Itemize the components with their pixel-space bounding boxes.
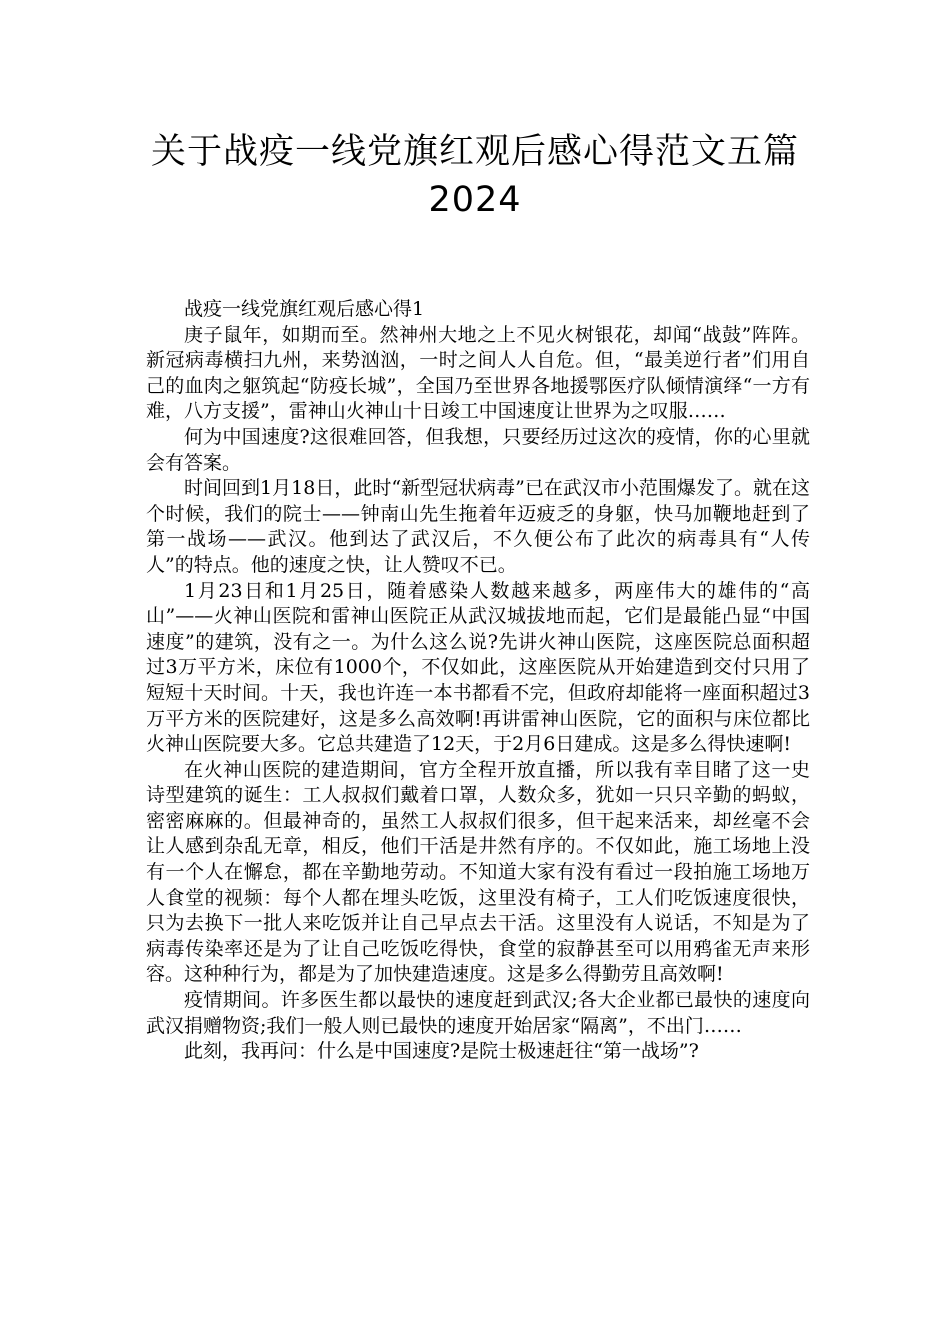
document-body [146, 297, 810, 1065]
body-paragraph: 时间回到1月18日，此时“新型冠状病毒”已在武汉市小范围爆发了。就在这个时候，我们的院士——钟南山先生拖着年迈疲乏的身躯，快马加鞭地赶到了第一战场——武汉。他到达了武汉后，不久便公布了此次的病毒具有“人传人”的特点。他的速度之快，让人赞叹不已。 [146, 477, 810, 576]
body-paragraph: 何为中国速度?这很难回答，但我想，只要经历过这次的疫情，你的心里就会有答案。 [146, 425, 810, 474]
body-paragraph: 此刻，我再问：什么是中国速度?是院士极速赶往“第一战场”? [184, 1040, 699, 1063]
section-heading: 战疫一线党旗红观后感心得1 [184, 298, 425, 320]
body-paragraph: 疫情期间。许多医生都以最快的速度赶到武汉;各大企业都已最快的速度向武汉捐赠物资;我们一般人则已最快的速度开始居家“隔离”，不出门…… [146, 989, 810, 1037]
body-paragraph: 庚子鼠年，如期而至。然神州大地之上不见火树银花，却闻“战鼓”阵阵。新冠病毒横扫九州，来势汹汹，一时之间人人自危。但，“最美逆行者”们用自己的血肉之躯筑起“防疫长城”，全国乃至世界各地援鄂医疗队倾情演绎“一方有难，八方支援”，雷神山火神山十日竣工中国速度让世界为之叹服…… [146, 323, 810, 423]
document-title: 关于战疫一线党旗红观后感心得范文五篇2024 [150, 132, 799, 220]
body-paragraph: 在火神山医院的建造期间，官方全程开放直播，所以我有幸目睹了这一史诗型建筑的诞生：工人叔叔们戴着口罩，人数众多，犹如一只只辛勤的蚂蚁，密密麻麻的。但最神奇的，虽然工人叔叔们很多，但干起来活来，却丝毫不会让人感到杂乱无章，相反，他们干活是井然有序的。不仅如此，施工场地上没有一个人在懈怠，都在辛勤地劳动。不知道大家有没有看过一段拍施工场地万人食堂的视频：每个人都在埋头吃饭，这里没有椅子，工人们吃饭速度很快，只为去换下一批人来吃饭并让自己早点去干活。这里没有人说话，不知是为了病毒传染率还是为了让自己吃饭吃得快，食堂的寂静甚至可以用鸦雀无声来形容。这种种行为，都是为了加快建造速度。这是多么得勤劳且高效啊! [146, 758, 810, 986]
body-paragraph: 1月23日和1月25日，随着感染人数越来越多，两座伟大的雄伟的“高山”——火神山医院和雷神山医院正从武汉城拔地而起，它们是最能凸显“中国速度”的建筑，没有之一。为什么这么说?先讲火神山医院，这座医院总面积超过3万平方米，床位有1000个，不仅如此，这座医院从开始建造到交付只用了短短十天时间。十天，我也许连一本书都看不完，但政府却能将一座面积超过3万平方米的医院建好，这是多么高效啊!再讲雷神山医院，它的面积与床位都比火神山医院要大多。它总共建造了12天，于2月6日建成。这是多么得快速啊! [146, 579, 810, 756]
